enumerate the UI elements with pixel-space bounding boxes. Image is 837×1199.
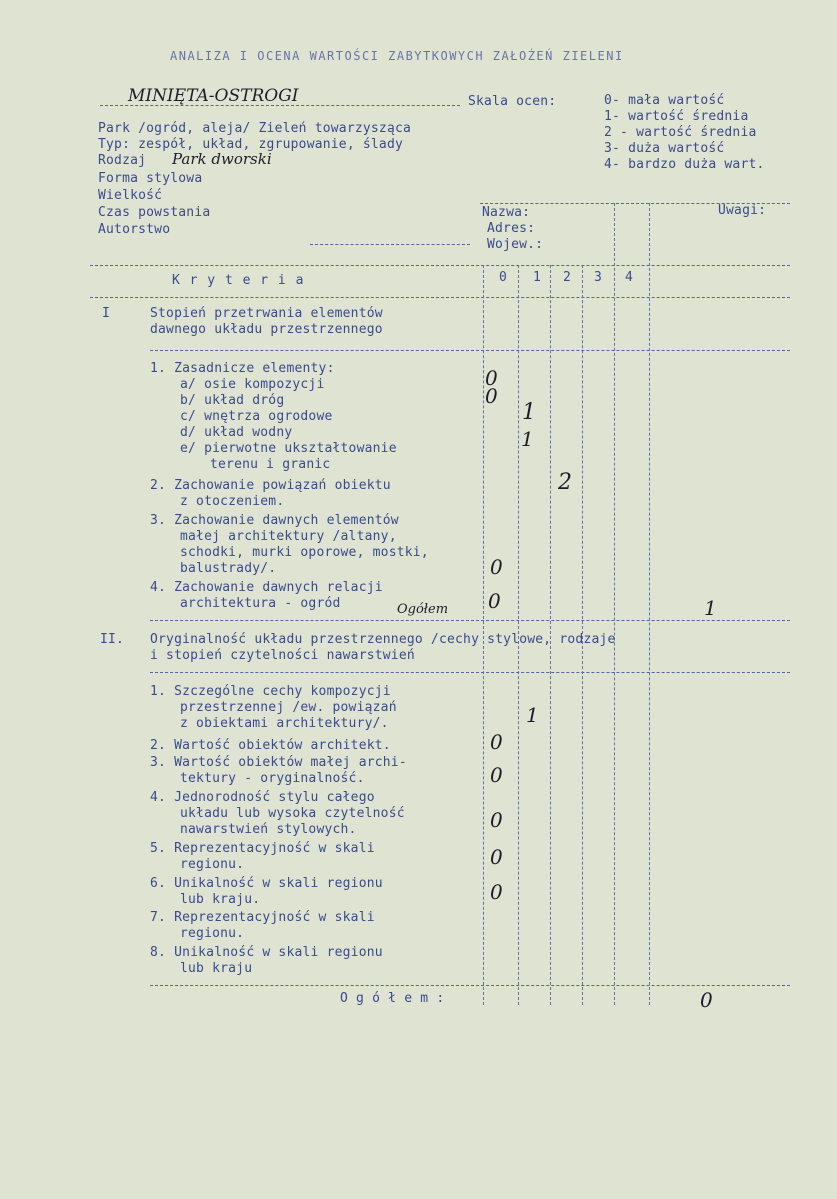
s2-mark: 0 [490, 880, 503, 904]
s2-mark: 0 [490, 808, 503, 832]
wielkosc-label: Wielkość [98, 188, 163, 203]
scale-label: Skala ocen: [468, 94, 557, 109]
s2-item: regionu. [180, 926, 245, 941]
s2-ogolem-label: O g ó ł e m : [340, 991, 445, 1006]
s1-mark: 0 [488, 589, 501, 613]
s2-item: 2. Wartość obiektów architekt. [150, 738, 391, 753]
section1-title-line1: Stopień przetrwania elementów [150, 306, 383, 321]
s1-item: d/ układ wodny [180, 425, 293, 440]
s2-item: nawarstwień stylowych. [180, 822, 357, 837]
criteria-top-rule [90, 265, 790, 266]
scale-1: 1- wartość średnia [604, 109, 749, 124]
s1-item: terenu i granic [210, 457, 331, 472]
section1-number: I [102, 306, 111, 321]
autorstwo-label: Autorstwo [98, 222, 171, 237]
col-3: 3 [594, 270, 603, 285]
s2-mark: 0 [490, 763, 503, 787]
col-2: 2 [563, 270, 572, 285]
s2-item: 5. Reprezentacyjność w skali [150, 841, 375, 856]
s1-mark: 0 [485, 366, 498, 390]
s1-item: 4. Zachowanie dawnych relacji [150, 580, 383, 595]
s2-item: 6. Unikalność w skali regionu [150, 876, 383, 891]
s1-item: e/ pierwotne ukształtowanie [180, 441, 397, 456]
s2-item: 1. Szczególne cechy kompozycji [150, 684, 391, 699]
col-separator [614, 203, 615, 1005]
s2-item: 7. Reprezentacyjność w skali [150, 910, 375, 925]
s2-item: lub kraju [180, 961, 253, 976]
s2-item: tektury - oryginalność. [180, 771, 365, 786]
col-1: 1 [533, 270, 542, 285]
s1-item: a/ osie kompozycji [180, 377, 325, 392]
s1-item: 1. Zasadnicze elementy: [150, 361, 335, 376]
s2-mark: 0 [490, 730, 503, 754]
s1-item: 2. Zachowanie powiązań obiektu [150, 478, 391, 493]
s2-mark: 1 [526, 703, 539, 727]
scale-4: 4- bardzo duża wart. [604, 157, 765, 172]
section2-number: II. [100, 632, 125, 647]
uwagi-label: Uwagi: [718, 203, 767, 218]
s1-mark: 0 [490, 555, 503, 579]
typ-line: Typ: zespół, układ, zgrupowanie, ślady [98, 137, 404, 152]
section2-title-line1: Oryginalność układu przestrzennego /cechy stylowe, rodzaje [150, 632, 616, 647]
s2-item: z obiektami architektury/. [180, 716, 389, 731]
section1-title-line2: dawnego układu przestrzennego [150, 322, 383, 337]
col-0: 0 [499, 270, 508, 285]
kryteria-heading: K r y t e r i a [172, 273, 305, 288]
s2-item: układu lub wysoka czytelność [180, 806, 405, 821]
park-line: Park /ogród, aleja/ Zieleń towarzysząca [98, 121, 412, 136]
s1-mark: 1 [522, 400, 536, 425]
s1-item: b/ układ dróg [180, 393, 285, 408]
s2-item: regionu. [180, 857, 245, 872]
s1-item: 3. Zachowanie dawnych elementów [150, 513, 399, 528]
s1-item: małej architektury /altany, [180, 529, 397, 544]
s1-item: c/ wnętrza ogrodowe [180, 409, 333, 424]
scale-3: 3- duża wartość [604, 141, 725, 156]
s1-item: architektura - ogród [180, 596, 341, 611]
s1-ogolem-label-handwritten: Ogółem [397, 602, 449, 617]
section1-end-rule [150, 620, 790, 621]
section2-rule [150, 672, 790, 673]
s2-item: 3. Wartość obiektów małej archi- [150, 755, 407, 770]
rodzaj-value-handwritten: Park dworski [172, 150, 272, 168]
s2-ogolem-value: 0 [700, 988, 713, 1012]
col-separator [649, 203, 650, 1005]
s1-item: balustrady/. [180, 561, 277, 576]
s1-mark: 0 [485, 384, 498, 408]
col-4: 4 [625, 270, 634, 285]
s2-item: 8. Unikalność w skali regionu [150, 945, 383, 960]
wojew-label: Wojew.: [487, 237, 544, 252]
forma-label: Forma stylowa [98, 171, 203, 186]
section2-title-line2: i stopień czytelności nawarstwień [150, 648, 415, 663]
s2-item: 4. Jednorodność stylu całego [150, 790, 375, 805]
rodzaj-label: Rodzaj [98, 153, 147, 168]
s2-item: przestrzennej /ew. powiązań [180, 700, 397, 715]
s1-ogolem-value: 1 [704, 596, 717, 620]
scale-2: 2 - wartość średnia [604, 125, 757, 140]
s1-mark: 2 [558, 470, 572, 495]
czas-label: Czas powstania [98, 205, 211, 220]
s2-item: lub kraju. [180, 892, 261, 907]
header-partial-rule [310, 244, 470, 245]
adres-label: Adres: [487, 221, 536, 236]
object-name-handwritten: MINIĘTA-OSTROGI [128, 86, 299, 106]
s1-mark: 1 [521, 427, 534, 451]
section1-rule [150, 350, 790, 351]
nazwa-label: Nazwa: [482, 205, 531, 220]
s1-item: schodki, murki oporowe, mostki, [180, 545, 429, 560]
section2-end-rule [150, 985, 790, 986]
criteria-bottom-rule [90, 297, 790, 298]
s1-item: z otoczeniem. [180, 494, 285, 509]
name-underline [100, 105, 460, 106]
scale-0: 0- mała wartość [604, 93, 725, 108]
s2-mark: 0 [490, 845, 503, 869]
document-title: ANALIZA I OCENA WARTOŚCI ZABYTKOWYCH ZAŁOŻEŃ ZIELENI [170, 49, 624, 63]
